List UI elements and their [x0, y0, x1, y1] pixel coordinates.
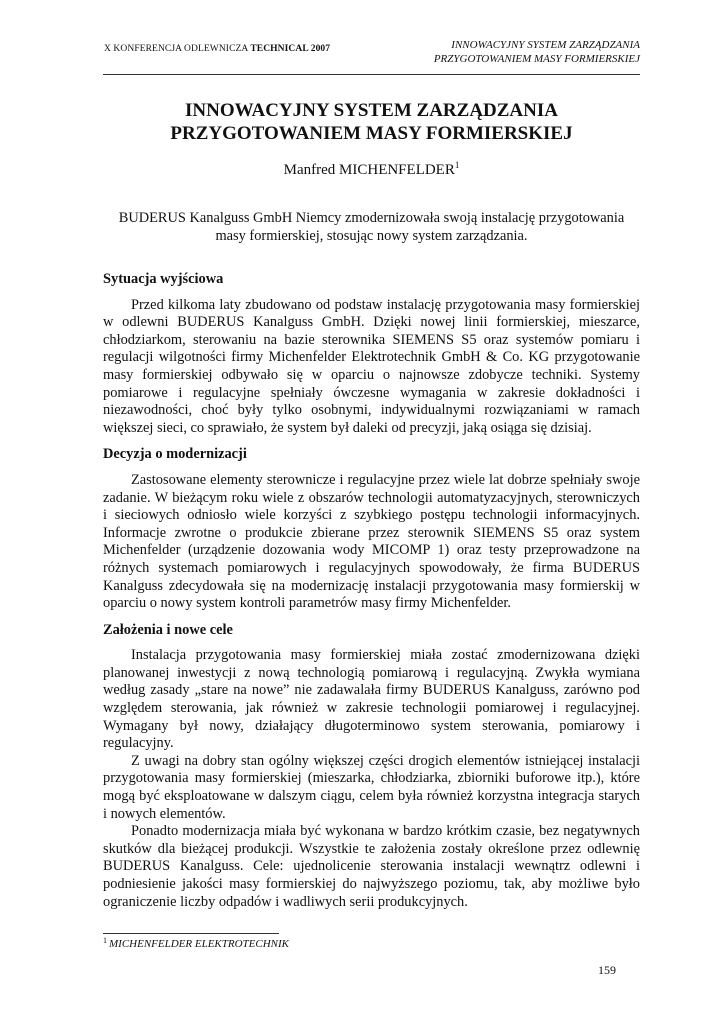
paper-title-line-1: INNOWACYJNY SYSTEM ZARZĄDZANIA [184, 100, 558, 121]
footnote-divider [103, 933, 279, 934]
abstract-line-2: masy formierskiej, stosując nowy system zarządzania. [215, 228, 528, 244]
footnote-mark: 1 [103, 936, 107, 945]
section-heading: Sytuacja wyjściowa [103, 271, 224, 287]
footnote [103, 938, 289, 950]
header-divider [103, 74, 640, 75]
article-body [103, 271, 640, 920]
section-heading: Założenia i nowe cele [103, 621, 233, 638]
running-title-line-1: INNOWACYJNY SYSTEM ZARZĄDZANIA [451, 39, 640, 51]
conference-name-bold: TECHNICAL 2007 [250, 44, 331, 54]
paragraph: Zastosowane elementy sterownicze i regulacyjne przez wiele lat dobrze spełniały swoje zadanie. W bieżącym roku wiele z obszarów technologii automatyzacyjnych, sterowniczych i sieciowych odniosło wiele korzyści z szybkiego postępu technologii informacyjnych. Informacje zwrotne o produkcie zbierane przez sterownik SIEMENS S5 oraz system Michenfelder (urządzenie dozowania wody MICOMP 1) oraz testy przeprowadzone na różnych systemach pomiarowych i regulacyjnych spowodowały, że firma BUDERUS Kanalguss zdecydowała się na modernizację instalacji przygotowania masy formierskij w oparciu o nowy system kontroli parametrów masy firmy Michenfelder. [103, 471, 640, 612]
paragraph: Przed kilkoma laty zbudowano od podstaw instalację przygotowania masy formierskiej w odlewni BUDERUS Kanalguss GmbH. Dzięki nowej linii formierskiej, mieszarce, chłodziarkom, sterowaniu na bazie sterownika SIEMENS S5 oraz systemów pomiaru i regulacji wilgotności firmy Michenfelder Elektrotechnik GmbH & Co. KG przygotowanie masy formierskiej odbywało się w oparciu o najnowsze zdobycze techniki. Systemy pomiarowe i regulacyjne spełniały ówczesne wymagania w zakresie dokładności i niezawodności, choć były tylko osobnymi, indywidualnymi rozwiązaniami w ramach większej sieci, co sprawiało, że system był daleki od precyzji, jaką osiąga się dzisiaj. [103, 296, 640, 436]
section-sytuacja-wyjsciowa [103, 271, 640, 437]
paper-title-line-2: PRZYGOTOWANIEM MASY FORMIERSKIEJ [170, 123, 573, 144]
paper-title [103, 99, 640, 145]
paragraph: Ponadto modernizacja miała być wykonana w bardzo krótkim czasie, bez negatywnych skutków dla bieżącej produkcji. Wszystkie te założenia zostały określone przez odlewnię BUDERUS Kanalguss. Cele: ujednolicenie sterowania instalacji wewnątrz odlewni i podniesienie jakości masy formierskiej do najwyższego poziomu, tak, aby możliwe było ograniczenie liczby odpadów i wadliwych serii produkcyjnych. [103, 823, 640, 910]
footnote-text: MICHENFELDER ELEKTROTECHNIK [109, 938, 289, 950]
running-header-left [104, 44, 330, 54]
section-decyzja-o-modernizacji [103, 446, 640, 612]
paragraph: Instalacja przygotowania masy formierskiej miała zostać zmodernizowana dzięki planowanej inwestycji z nową technologią pomiarową i regulacyjną. Zwykła wymiana według zasady „stare na nowe” nie zadawalała firmy BUDERUS Kanalguss, zarówno pod względem sterowania, jak również w zakresie technologii pomiarowej i regulacyjnej. Wymagany był nowy, działający długoterminowo system sterowania, pomiarowy i regulacyjny. [103, 647, 640, 752]
author-footnote-mark: 1 [454, 160, 460, 170]
running-title-line-2: PRZYGOTOWANIEM MASY FORMIERSKIEJ [433, 53, 640, 65]
paragraph: Z uwagi na dobry stan ogólny większej części drogich elementów istniejącej instalacji przygotowania masy formierskiej (mieszarka, chłodziarka, zbiorniki buforowe itp.), które mogą być eksploatowane w dalszym ciągu, celem była również korzystna integracja starych i nowych elementów. [103, 752, 640, 822]
author-name: Manfred MICHENFELDER [283, 162, 455, 178]
abstract [110, 209, 633, 245]
section-heading: Decyzja o modernizacji [103, 446, 247, 463]
section-zalozenia-i-nowe-cele [103, 622, 640, 912]
page-number: 159 [598, 963, 616, 977]
abstract-line-1: BUDERUS Kanalguss GmbH Niemcy zmodernizowała swoją instalację przygotowania [118, 210, 625, 226]
running-header-right [434, 38, 640, 66]
conference-name: X KONFERENCJA ODLEWNICZA [104, 44, 251, 54]
author [103, 162, 640, 179]
